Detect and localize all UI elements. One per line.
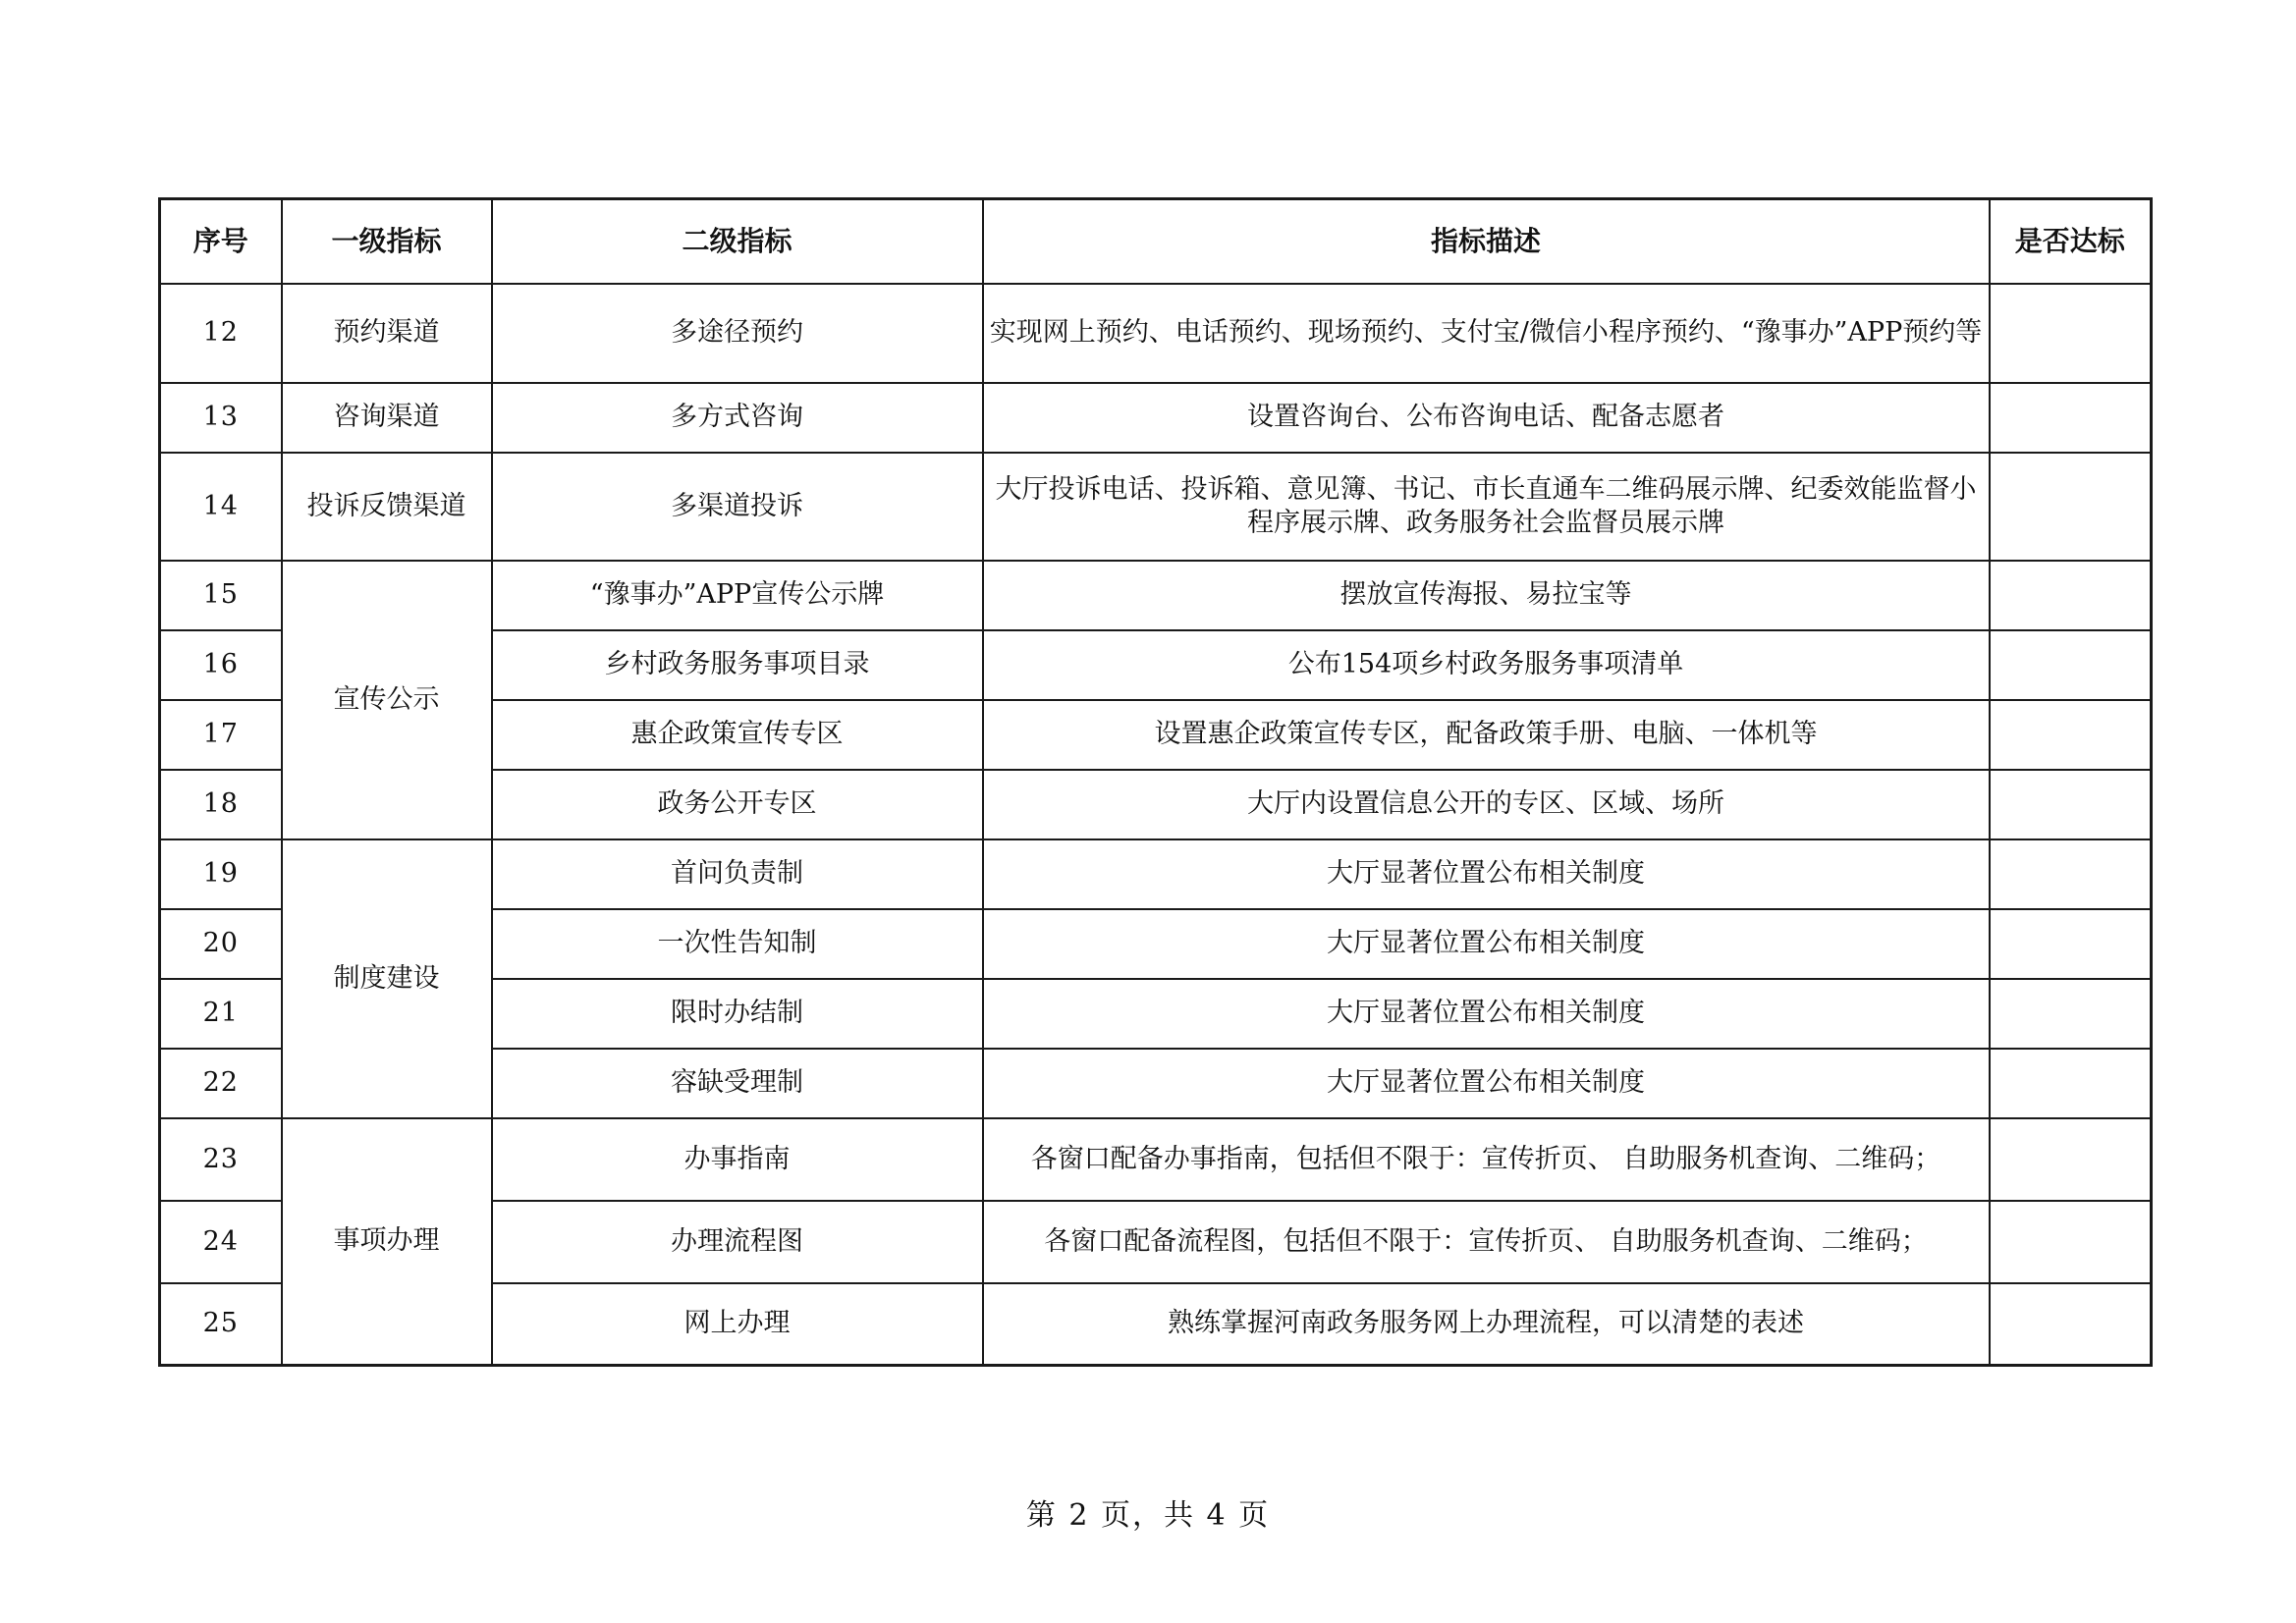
table-header-row	[160, 199, 2152, 284]
row-pass-cell	[1990, 284, 2152, 383]
row-seq: 25	[160, 1283, 282, 1366]
row-seq: 18	[160, 770, 282, 839]
row-description: 各窗口配备办事指南，包括但不限于：宣传折页、 自助服务机查询、二维码；	[983, 1118, 1990, 1201]
table-row	[160, 839, 2152, 909]
table-row	[160, 284, 2152, 383]
row-level2: 一次性告知制	[492, 909, 983, 979]
row-pass-cell	[1990, 630, 2152, 700]
table-row	[160, 1118, 2152, 1201]
row-description: 大厅显著位置公布相关制度	[983, 1049, 1990, 1118]
row-description: 大厅内设置信息公开的专区、区域、场所	[983, 770, 1990, 839]
row-level2: 首问负责制	[492, 839, 983, 909]
row-seq: 14	[160, 453, 282, 561]
row-pass-cell	[1990, 909, 2152, 979]
row-description: 大厅投诉电话、投诉箱、意见簿、书记、市长直通车二维码展示牌、纪委效能监督小程序展示牌、政务服务社会监督员展示牌	[983, 453, 1990, 561]
indicator-table	[158, 197, 2153, 1367]
row-seq: 12	[160, 284, 282, 383]
row-description: 摆放宣传海报、易拉宝等	[983, 561, 1990, 630]
row-level1: 宣传公示	[282, 561, 492, 839]
row-seq: 13	[160, 383, 282, 453]
row-level1: 投诉反馈渠道	[282, 453, 492, 561]
row-level2: 办理流程图	[492, 1201, 983, 1283]
row-level2: 办事指南	[492, 1118, 983, 1201]
row-seq: 24	[160, 1201, 282, 1283]
table-row	[160, 453, 2152, 561]
row-level2: 限时办结制	[492, 979, 983, 1049]
row-level1: 预约渠道	[282, 284, 492, 383]
row-pass-cell	[1990, 1049, 2152, 1118]
header-pass: 是否达标	[1990, 199, 2152, 284]
row-description: 设置咨询台、公布咨询电话、配备志愿者	[983, 383, 1990, 453]
header-level1: 一级指标	[282, 199, 492, 284]
row-seq: 23	[160, 1118, 282, 1201]
table-row	[160, 383, 2152, 453]
row-level2: 容缺受理制	[492, 1049, 983, 1118]
row-pass-cell	[1990, 1201, 2152, 1283]
row-level1: 事项办理	[282, 1118, 492, 1366]
row-level2: 惠企政策宣传专区	[492, 700, 983, 770]
row-pass-cell	[1990, 561, 2152, 630]
row-pass-cell	[1990, 700, 2152, 770]
row-level2: 网上办理	[492, 1283, 983, 1366]
row-level2: 多渠道投诉	[492, 453, 983, 561]
row-seq: 16	[160, 630, 282, 700]
row-level2: 多途径预约	[492, 284, 983, 383]
row-pass-cell	[1990, 979, 2152, 1049]
row-seq: 15	[160, 561, 282, 630]
row-pass-cell	[1990, 383, 2152, 453]
row-description: 大厅显著位置公布相关制度	[983, 839, 1990, 909]
row-pass-cell	[1990, 839, 2152, 909]
row-seq: 17	[160, 700, 282, 770]
row-seq: 19	[160, 839, 282, 909]
row-level1: 咨询渠道	[282, 383, 492, 453]
row-description: 各窗口配备流程图，包括但不限于：宣传折页、 自助服务机查询、二维码；	[983, 1201, 1990, 1283]
row-seq: 20	[160, 909, 282, 979]
row-level2: 政务公开专区	[492, 770, 983, 839]
header-seq: 序号	[160, 199, 282, 284]
row-level1: 制度建设	[282, 839, 492, 1118]
row-description: 熟练掌握河南政务服务网上办理流程，可以清楚的表述	[983, 1283, 1990, 1366]
row-seq: 22	[160, 1049, 282, 1118]
row-description: 公布154项乡村政务服务事项清单	[983, 630, 1990, 700]
row-pass-cell	[1990, 1118, 2152, 1201]
table-row	[160, 561, 2152, 630]
row-description: 大厅显著位置公布相关制度	[983, 909, 1990, 979]
row-description: 设置惠企政策宣传专区，配备政策手册、电脑、一体机等	[983, 700, 1990, 770]
row-level2: “豫事办”APP宣传公示牌	[492, 561, 983, 630]
header-description: 指标描述	[983, 199, 1990, 284]
page-footer: 第 2 页，共 4 页	[1025, 1498, 1271, 1533]
row-pass-cell	[1990, 453, 2152, 561]
row-level2: 多方式咨询	[492, 383, 983, 453]
row-seq: 21	[160, 979, 282, 1049]
row-pass-cell	[1990, 770, 2152, 839]
header-level2: 二级指标	[492, 199, 983, 284]
row-description: 大厅显著位置公布相关制度	[983, 979, 1990, 1049]
row-description: 实现网上预约、电话预约、现场预约、支付宝/微信小程序预约、“豫事办”APP预约等	[983, 284, 1990, 383]
row-level2: 乡村政务服务事项目录	[492, 630, 983, 700]
row-pass-cell	[1990, 1283, 2152, 1366]
